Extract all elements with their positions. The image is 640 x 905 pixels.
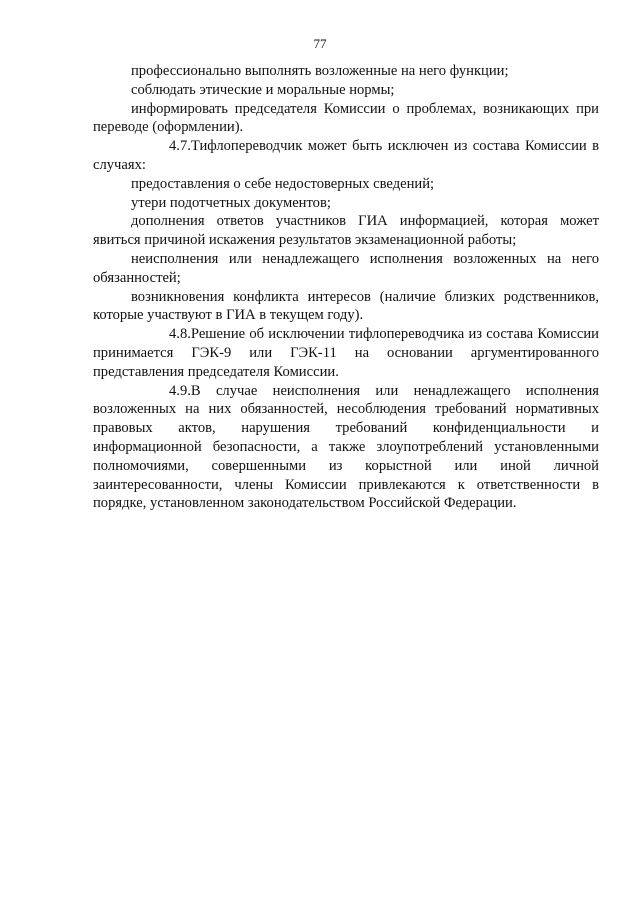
- paragraph-text: информировать председателя Комиссии о проблемах, возникающих при переводе (оформлении).: [93, 100, 599, 136]
- paragraph-case-lost-docs: [93, 194, 599, 213]
- paragraph-text: Решение об исключении тифлопереводчика из состава Комиссии принимается ГЭК-9 или ГЭК-11 на основании аргументированного представления председателя Комиссии.: [93, 326, 599, 380]
- paragraph-case-false-info: [93, 175, 599, 194]
- paragraph-number: 4.7.: [169, 138, 191, 155]
- paragraph-4-9: [93, 382, 599, 514]
- paragraph-case-conflict: [93, 288, 599, 326]
- page-number: 77: [313, 36, 327, 51]
- paragraph-case-answers: [93, 212, 599, 250]
- document-body: [93, 62, 599, 513]
- paragraph-number: 4.9.: [169, 382, 191, 399]
- paragraph-duty-inform: [93, 100, 599, 138]
- paragraph-case-non-performance: [93, 250, 599, 288]
- paragraph-text: утери подотчетных документов;: [131, 194, 331, 211]
- paragraph-text: профессионально выполнять возложенные на него функции;: [131, 63, 509, 79]
- paragraph-text: предоставления о себе недостоверных сведений;: [131, 175, 435, 192]
- paragraph-text: В случае неисполнения или ненадлежащего исполнения возложенных на них обязанностей, несоблюдения требований нормативных правовых актов, нарушения требований конфиденциальности и информационной безопасности, а также злоупотреблений установленными полномочиями, совершенными из корыстной или иной личной заинтересованности, члены Комиссии привлекаются к ответственности в порядке, установленном законодательством Российской Федерации.: [93, 382, 599, 512]
- paragraph-text: Тифлопереводчик может быть исключен из состава Комиссии в случаях:: [93, 138, 599, 173]
- paragraph-text: дополнения ответов участников ГИА информацией, которая может явиться причиной искажения результатов экзаменационной работы;: [93, 213, 599, 249]
- paragraph-4-8: [93, 325, 599, 381]
- paragraph-text: возникновения конфликта интересов (наличие близких родственников, которые участвуют в ГИА в текущем году).: [93, 288, 599, 324]
- paragraph-text: соблюдать этические и моральные нормы;: [131, 81, 395, 98]
- paragraph-text: неисполнения или ненадлежащего исполнения возложенных на него обязанностей;: [93, 250, 599, 286]
- paragraph-4-7: [93, 137, 599, 175]
- paragraph-number: 4.8.: [169, 326, 191, 343]
- paragraph-duty-professional: [93, 62, 599, 81]
- paragraph-duty-ethics: [93, 81, 599, 100]
